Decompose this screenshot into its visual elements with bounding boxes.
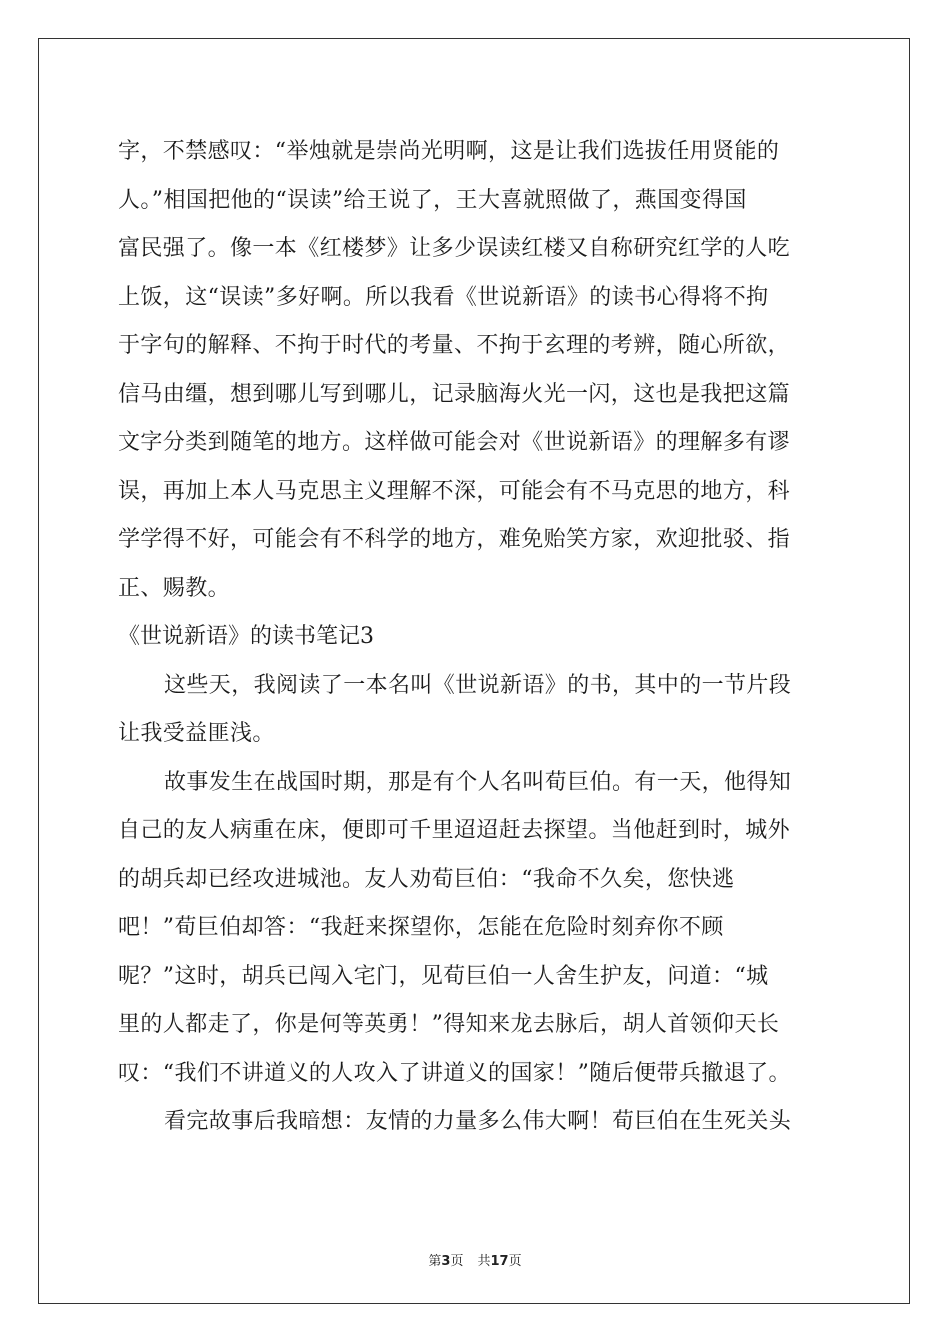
page-suffix: 页 [450,1254,464,1269]
text-line: 学学得不好，可能会有不科学的地方，难免贻笑方家，欢迎批驳、指 [118,527,791,552]
text-line: 上饭，这“误读”多好啊。所以我看《世说新语》的读书心得将不拘 [118,284,769,310]
text-line: 里的人都走了，你是何等英勇！”得知来龙去脉后，胡人首领仰天长 [118,1012,780,1037]
text-line: 于字句的解释、不拘于时代的考量、不拘于玄理的考辨，随心所欲， [118,333,791,358]
text-line: 字，不禁感叹：“举烛就是崇尚光明啊，这是让我们选拔任用贤能的 [118,139,780,164]
text-line: 故事发生在战国时期，那是有个人名叫荀巨伯。有一天，他得知 [164,769,792,795]
page-footer [0,1250,950,1269]
text-line: 让我受益匪浅。 [118,721,275,746]
text-line: 误，再加上本人马克思主义理解不深，可能会有不马克思的地方，科 [118,478,791,504]
page-prefix: 第 [428,1254,442,1269]
total-suffix: 页 [508,1254,522,1269]
document-body [118,128,836,1147]
page-total: 17 [490,1254,509,1269]
text-line: 吧！”荀巨伯却答：“我赶来探望你，怎能在危险时刻弃你不顾 [118,915,724,940]
text-line: 看完故事后我暗想：友情的力量多么伟大啊！荀巨伯在生死关头 [164,1109,792,1134]
text-line: 叹：“我们不讲道义的人攻入了讲道义的国家！”随后便带兵撤退了。 [118,1060,791,1086]
text-line: 自己的友人病重在床，便即可千里迢迢赶去探望。当他赶到时，城外 [118,818,791,843]
section-heading: 《世说新语》的读书笔记3 [118,624,374,649]
text-line: 这些天，我阅读了一本名叫《世说新语》的书，其中的一节片段 [164,672,792,698]
text-line: 文字分类到随笔的地方。这样做可能会对《世说新语》的理解多有谬 [118,430,791,455]
text-line: 正、赐教。 [118,575,231,601]
text-line: 富民强了。像一本《红楼梦》让多少误读红楼又自称研究红学的人吃 [118,236,791,261]
text-line: 呢？”这时，胡兵已闯入宅门，见荀巨伯一人舍生护友，问道：“城 [118,963,769,989]
text-line: 的胡兵却已经攻进城池。友人劝荀巨伯：“我命不久矣，您快逃 [118,866,735,892]
total-prefix: 共 [477,1254,491,1269]
text-line: 信马由缰，想到哪儿写到哪儿，记录脑海火光一闪，这也是我把这篇 [118,381,791,407]
text-line: 人。”相国把他的“误读”给王说了，王大喜就照做了，燕国变得国 [118,187,747,213]
page-current: 3 [441,1254,451,1269]
